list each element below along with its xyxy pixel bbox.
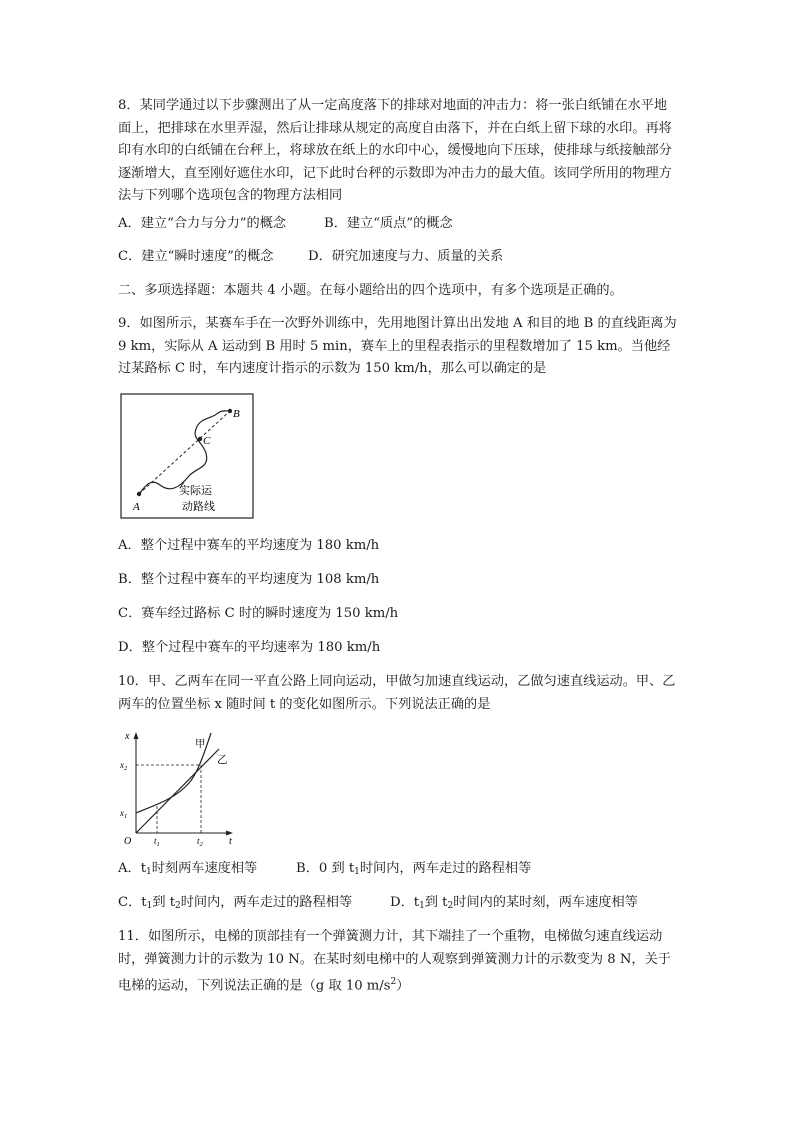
t-axis-arrow — [226, 831, 233, 836]
label-t: t — [229, 836, 232, 847]
q8-stem: 8．某同学通过以下步骤测出了从一定高度落下的排球对地面的冲击力：将一张白纸铺在水平地面上，把排球在水里弄湿，然后让排球从规定的高度自由落下，并在白纸上留下球的水印。再将印有水印的白纸铺在台秤上，将球放在纸上的水印中心，缓慢地向下压球，使排球与纸接触部分逐渐增大，直至刚好遮住水印，记下此时台秤的示数即为冲击力的最大值。该同学所用的物理方法与下列哪个选项包含的物理方法相同 — [118, 98, 672, 203]
x-axis-arrow — [134, 732, 139, 739]
q10-option-a: A．$t_1$时刻两车速度相等 — [118, 861, 258, 877]
q9-option-b: B．整个过程中赛车的平均速度为 108 km/h — [118, 572, 380, 587]
q10-option-c: C．$t_1$到 $t_2$时间内，两车走过的路程相等 — [118, 895, 353, 911]
point-b — [228, 409, 232, 413]
point-c — [198, 437, 202, 441]
q8-option-c: C．建立“瞬时速度”的概念 — [118, 249, 274, 264]
route-note-line1: 实际运 — [179, 484, 212, 497]
label-x: x — [125, 731, 130, 742]
label-x1: $x_1$ — [120, 808, 128, 820]
q9-option-d: D．整个过程中赛车的平均速率为 180 km/h — [118, 640, 381, 655]
label-b: B — [233, 408, 240, 420]
label-jia: 甲 — [195, 738, 206, 750]
q10-stem: 10．甲、乙两车在同一平直公路上同向运动，甲做匀加速直线运动，乙做匀速直线运动。甲、乙两车的位置坐标 x 随时间 t 的变化如图所示。下列说法正确的是 — [118, 674, 676, 712]
point-a — [137, 492, 141, 496]
q9-option-c: C．赛车经过路标 C 时的瞬时速度为 150 km/h — [118, 606, 399, 621]
q10-option-b: B．0 到 $t_1$时间内，两车走过的路程相等 — [296, 861, 532, 877]
q9-stem: 9．如图所示，某赛车手在一次野外训练中，先用地图计算出出发地 A 和目的地 B 的直线距离为 9 km，实际从 A 运动到 B 用时 5 min，赛车上的里程表指示的里程数增加了 15 km。当他经过某路标 C 时，车内速度计指示的示数为 150 km/h，那么可以确定的是 — [118, 316, 677, 376]
xt-graph — [115, 727, 240, 849]
q8-option-b: B．建立“质点”的概念 — [324, 216, 453, 231]
label-x2: $x_2$ — [120, 760, 128, 772]
q8-option-d: D．研究加速度与力、质量的关系 — [308, 249, 504, 264]
label-origin: O — [124, 836, 132, 847]
label-t1: $t_1$ — [154, 836, 160, 848]
route-diagram — [120, 393, 254, 519]
label-t2: $t_2$ — [197, 836, 203, 848]
route-figure — [120, 393, 254, 519]
q9-option-a: A．整个过程中赛车的平均速度为 180 km/h — [118, 538, 380, 553]
q8-option-a: A．建立“合力与分力”的概念 — [118, 216, 287, 231]
q10-option-d: D．$t_1$到 $t_2$时间内的某时刻，两车速度相等 — [390, 895, 638, 911]
label-a: A — [133, 501, 140, 513]
q11-stem: 11．如图所示，电梯的顶部挂有一个弹簧测力计，其下端挂了一个重物，电梯做匀速直线运动时，弹簧测力计的示数为 10 N。在某时刻电梯中的人观察到弹簧测力计的示数变为 8 N，关于电梯的运动，下列说法正确的是（g 取 10 $m/s^2$） — [118, 929, 671, 994]
route-note-line2: 动路线 — [182, 500, 215, 513]
section-heading: 二、多项选择题：本题共 4 小题。在每小题给出的四个选项中，有多个选项是正确的。 — [118, 283, 623, 298]
label-yi: 乙 — [217, 754, 228, 766]
xt-graph-figure — [115, 727, 240, 849]
line-yi — [136, 749, 219, 833]
label-c: C — [203, 435, 211, 447]
